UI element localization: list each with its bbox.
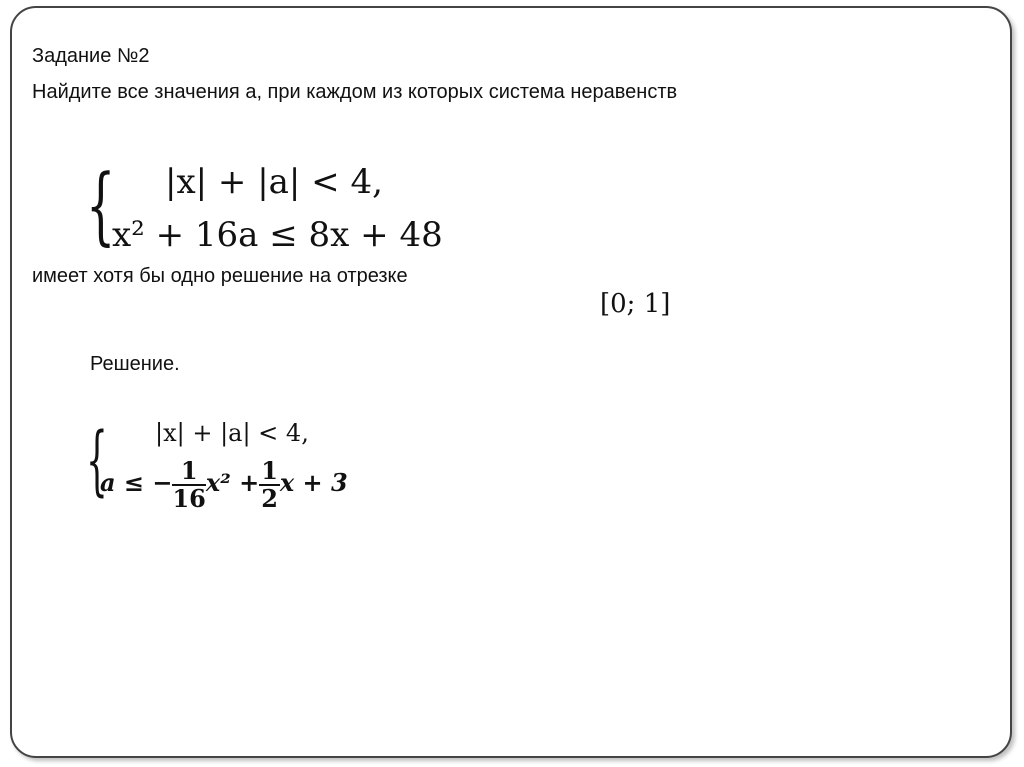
system2-term2: x + 3	[279, 468, 348, 497]
left-brace-1: {	[86, 156, 116, 254]
fraction1-denominator: 16	[172, 483, 206, 513]
task-statement: Найдите все значения а, при каждом из которых система неравенств	[32, 81, 678, 103]
fraction-one-sixteenth	[172, 455, 206, 513]
system2-inequality-1: |x| + |a| < 4,	[155, 419, 309, 447]
system1-line2	[112, 215, 443, 255]
system2-term1: x² +	[205, 468, 260, 497]
solution-label: Решение.	[90, 353, 180, 375]
task-title: Задание №2	[32, 45, 150, 67]
system2-line1	[155, 418, 309, 448]
slide-frame	[10, 6, 1012, 758]
system2-line2	[100, 453, 348, 513]
system1-line1	[165, 162, 383, 202]
task-condition: имеет хотя бы одно решение на отрезке	[32, 265, 408, 287]
fraction1-numerator: 1	[172, 458, 205, 486]
fraction-one-half	[259, 455, 280, 513]
system1-inequality-1: |x| + |a| < 4,	[165, 162, 383, 202]
system2-lhs: a ≤ −	[100, 468, 173, 497]
fraction2-denominator: 2	[261, 483, 278, 513]
left-brace-2: {	[86, 415, 108, 504]
system1-inequality-2: x² + 16a ≤ 8x + 48	[112, 215, 443, 255]
fraction2-numerator: 1	[261, 455, 278, 485]
segment-notation: [0; 1]	[600, 289, 671, 319]
